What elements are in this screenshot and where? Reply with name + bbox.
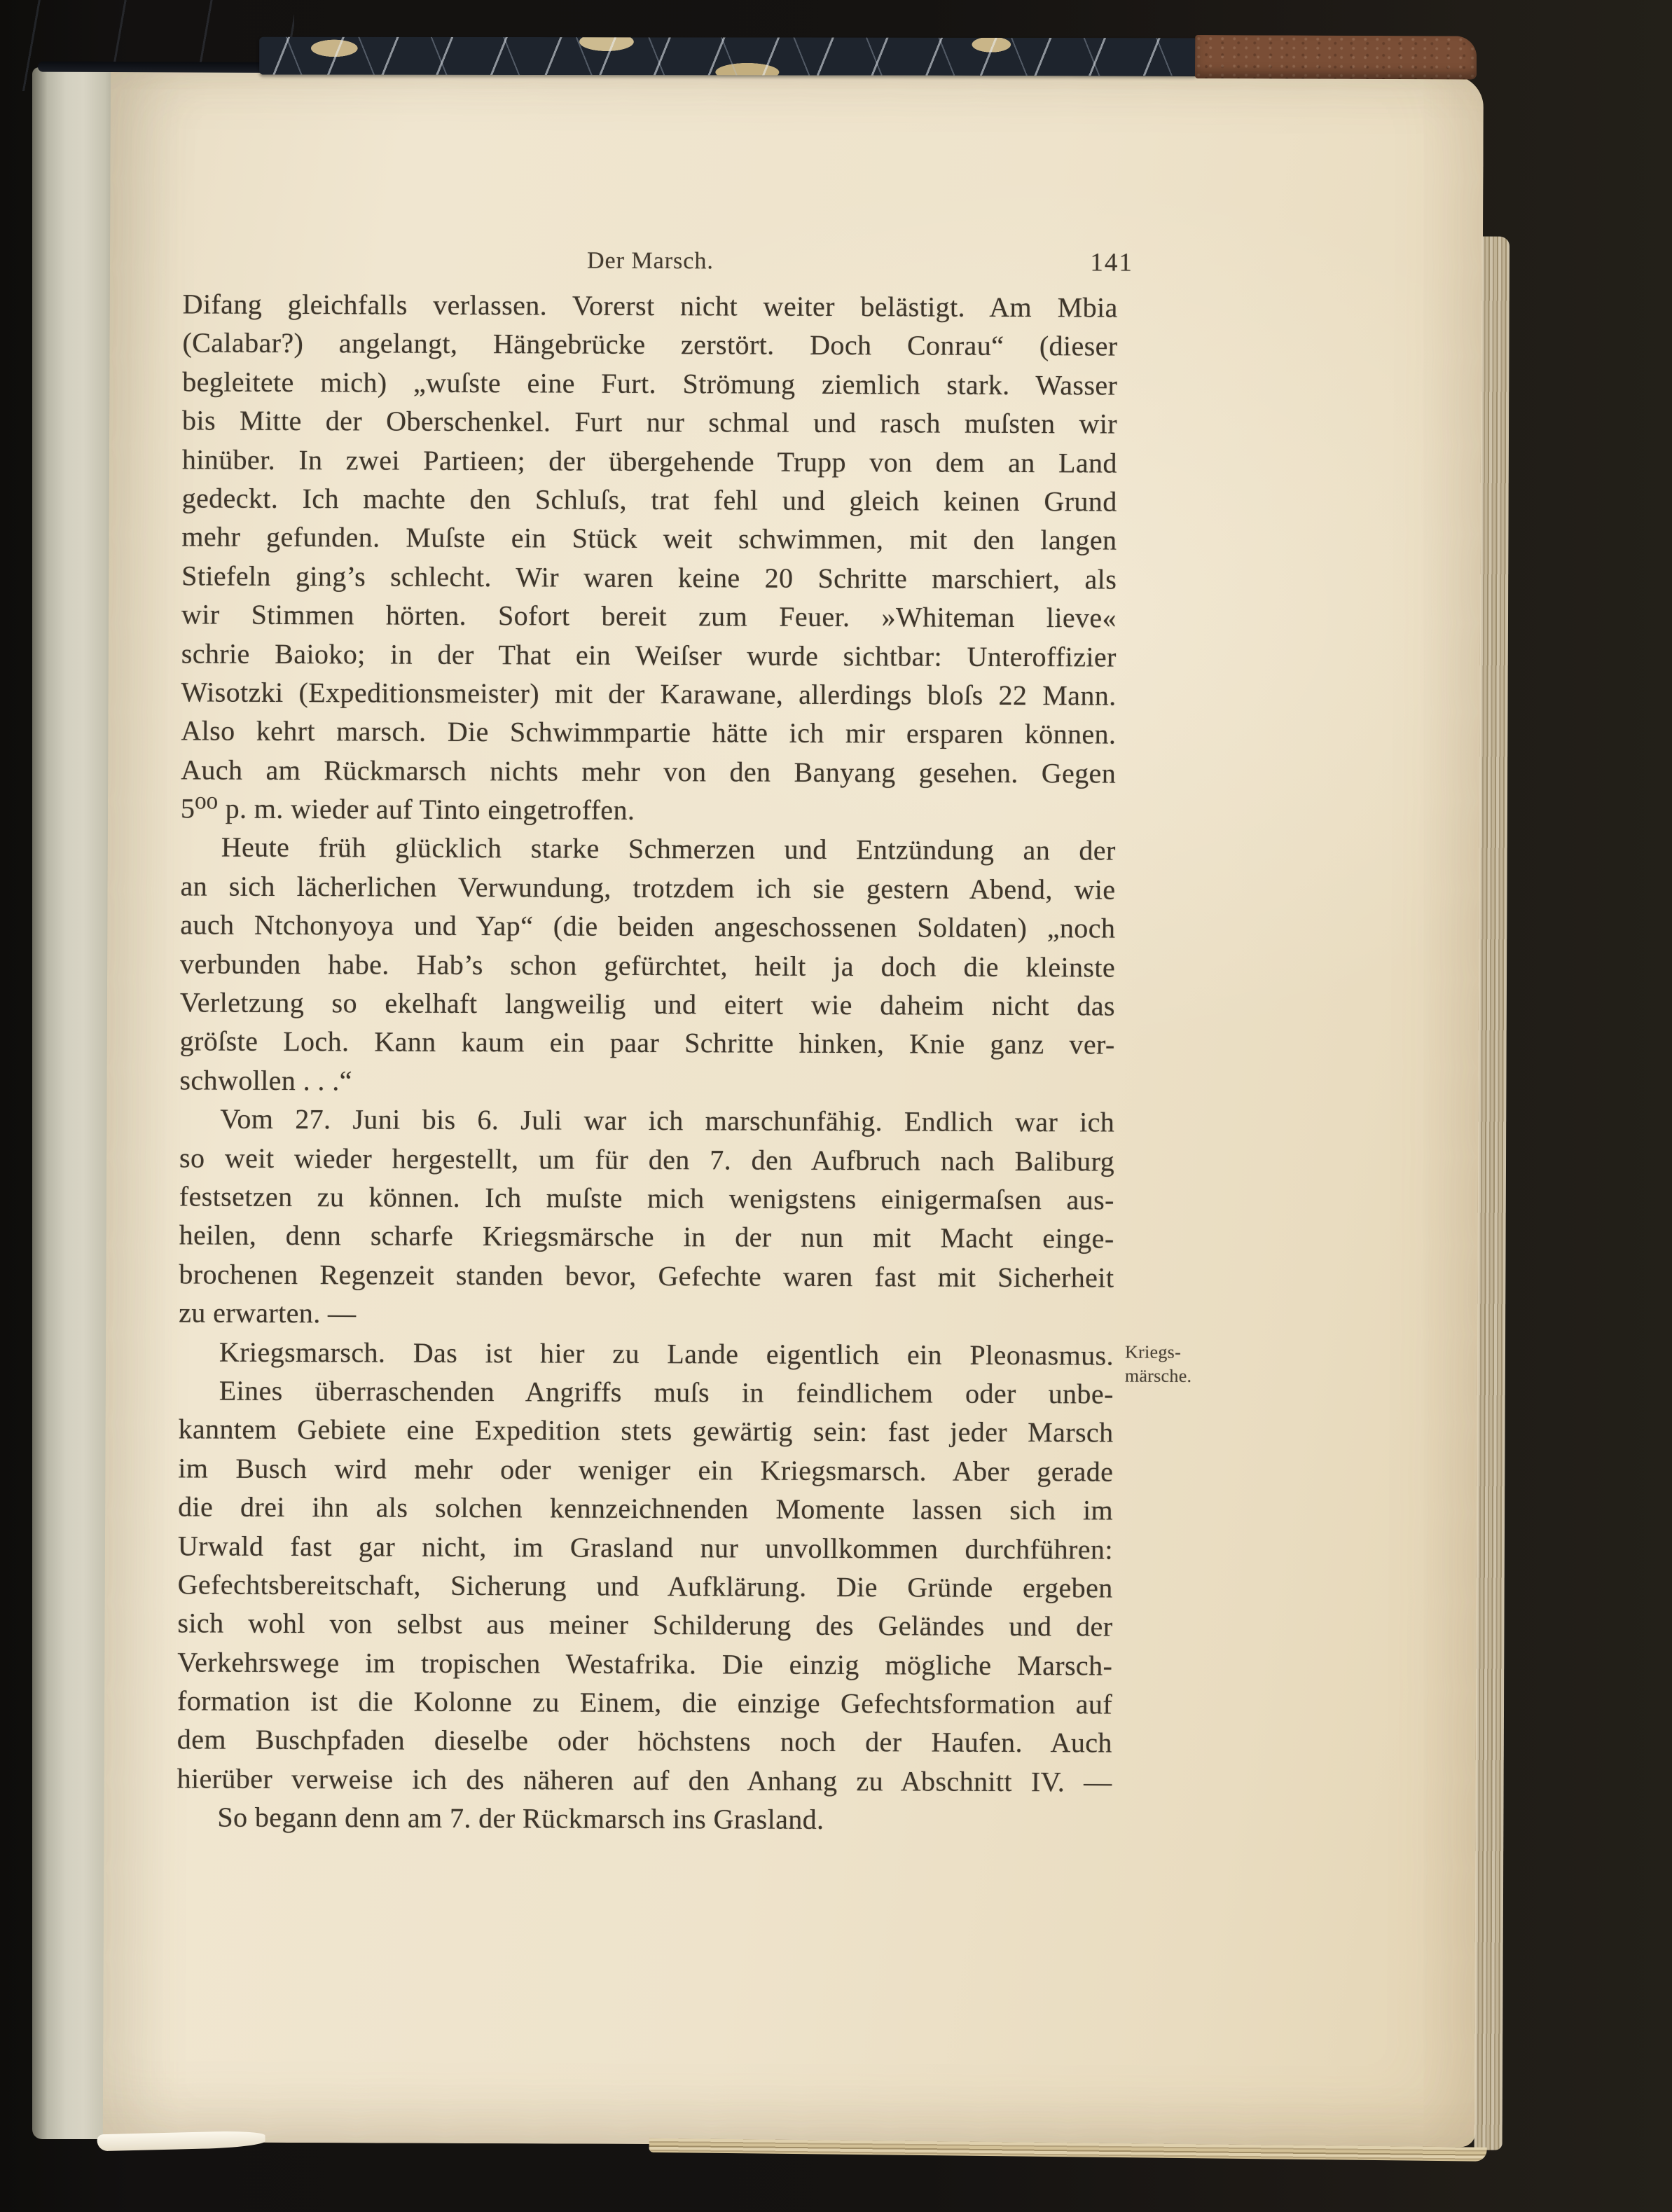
text-line: im Busch wird mehr oder weniger ein Kriegsmarsch. Aber gerade [178, 1452, 1114, 1488]
text-line: Stiefeln ging’s schlecht. Wir waren keine 20 Schritte marschiert, als [181, 560, 1117, 595]
text-line: so weit wieder hergestellt, um für den 7. den Aufbruch nach Baliburg [179, 1141, 1115, 1177]
text-line: Gefechtsbereitschaft, Sicherung und Aufklärung. Die Gründe ergeben [177, 1568, 1113, 1604]
text-line: an sich lächerlichen Verwundung, trotzdem ich sie gestern Abend, wie [180, 870, 1116, 906]
text-line: festsetzen zu können. Ich muſste mich wenigstens einigermaſsen aus- [179, 1180, 1114, 1216]
text-line: 5⁰⁰ p. m. wieder auf Tinto eingetroffen. [180, 792, 635, 826]
text-line: Verkehrswege im tropischen Westafrika. Die einzig mögliche Marsch- [177, 1646, 1113, 1682]
running-header [183, 242, 1134, 279]
text-line: verbunden habe. Hab’s schon gefürchtet, heilt ja doch die kleinste [180, 948, 1116, 983]
next-page-corner-sliver [97, 2131, 265, 2152]
page-stack-bottom-edge [649, 2138, 1487, 2162]
text-line: die drei ihn als solchen kennzeichnenden Momente lassen sich im [178, 1491, 1114, 1526]
text-line: mehr gefunden. Muſste ein Stück weit schwimmen, mit den langen [181, 520, 1117, 556]
text-line: Heute früh glücklich starke Schmerzen und Entzündung an der [221, 831, 1116, 866]
text-line: schrie Baioko; in der That ein Weiſser wurde sichtbar: Unteroffizier [181, 637, 1117, 673]
leather-spine-patch [1195, 35, 1477, 80]
book-page [103, 70, 1484, 2148]
text-line: Urwald fast gar nicht, im Grasland nur unvollkommen durchführen: [177, 1529, 1113, 1565]
page-number: 141 [1090, 248, 1134, 277]
text-line: Auch am Rückmarsch nichts mehr von den Banyang gesehen. Gegen [181, 754, 1117, 789]
text-line: formation ist die Kolonne zu Einem, die einzige Gefechtsformation auf [177, 1685, 1113, 1720]
text-line: auch Ntchonyoya und Yap“ (die beiden angeschossenen Soldaten) „noch [180, 908, 1116, 944]
running-header-title: Der Marsch. [586, 247, 714, 275]
marbled-board-edge [259, 37, 1198, 76]
text-line: hierüber verweise ich des näheren auf den Anhang zu Abschnitt IV. — [177, 1762, 1112, 1798]
text-line: schwollen . . .“ [179, 1064, 352, 1097]
text-line: hinüber. In zwei Partieen; der übergehende Trupp von dem an Land [181, 443, 1117, 479]
text-line: Also kehrt marsch. Die Schwimmpartie hätte ich mir ersparen können. [181, 714, 1117, 750]
text-line: (Calabar?) angelangt, Hängebrücke zerstört. Doch Conrau“ (dieser [182, 326, 1118, 362]
text-line: sich wohl von selbst aus meiner Schilderung des Geländes und der [177, 1607, 1113, 1643]
text-line: Kriegsmarsch. Das ist hier zu Lande eigentlich ein Pleonasmus. [219, 1336, 1114, 1371]
margin-note: Kriegs-märsche. [1124, 1341, 1192, 1386]
text-line: kanntem Gebiete eine Expedition stets gewärtig sein: fast jeder Marsch [178, 1413, 1114, 1449]
text-line: heilen, denn scharfe Kriegsmärsche in der nun mit Macht einge- [179, 1219, 1114, 1254]
text-line: dem Buschpfaden dieselbe oder höchstens noch der Haufen. Auch [177, 1723, 1112, 1759]
text-line: zu erwarten. — [179, 1297, 357, 1329]
text-line: brochenen Regenzeit standen bevor, Gefechte waren fast mit Sicherheit [179, 1258, 1114, 1294]
text-line: Eines überraschenden Angriffs muſs in feindlichem oder unbe- [219, 1374, 1114, 1410]
text-line: Wisotzki (Expeditionsmeister) mit der Karawane, allerdings bloſs 22 Mann. [181, 676, 1117, 712]
text-line: Vom 27. Juni bis 6. Juli war ich marschunfähig. Endlich war ich [220, 1102, 1115, 1138]
body-text [177, 284, 1192, 1840]
text-line: Verletzung so ekelhaft langweilig und eitert wie daheim nicht das [179, 986, 1115, 1022]
text-line: So begann denn am 7. der Rückmarsch ins Grasland. [217, 1801, 824, 1836]
text-line: gedeckt. Ich machte den Schluſs, trat fehl und gleich keinen Grund [181, 482, 1117, 518]
text-line: wir Stimmen hörten. Sofort bereit zum Feuer. »Whiteman lieve« [181, 598, 1117, 634]
page-stack-right-edge [1474, 237, 1509, 2150]
text-line: Difang gleichfalls verlassen. Vorerst nicht weiter belästigt. Am Mbia [182, 288, 1118, 324]
text-line: bis Mitte der Oberschenkel. Furt nur schmal und rasch muſsten wir [181, 404, 1118, 440]
text-line: begleitete mich) „wuſste eine Furt. Strömung ziemlich stark. Wasser [182, 366, 1118, 401]
text-line: gröſste Loch. Kann kaum ein paar Schritte hinken, Knie ganz ver- [179, 1025, 1115, 1060]
